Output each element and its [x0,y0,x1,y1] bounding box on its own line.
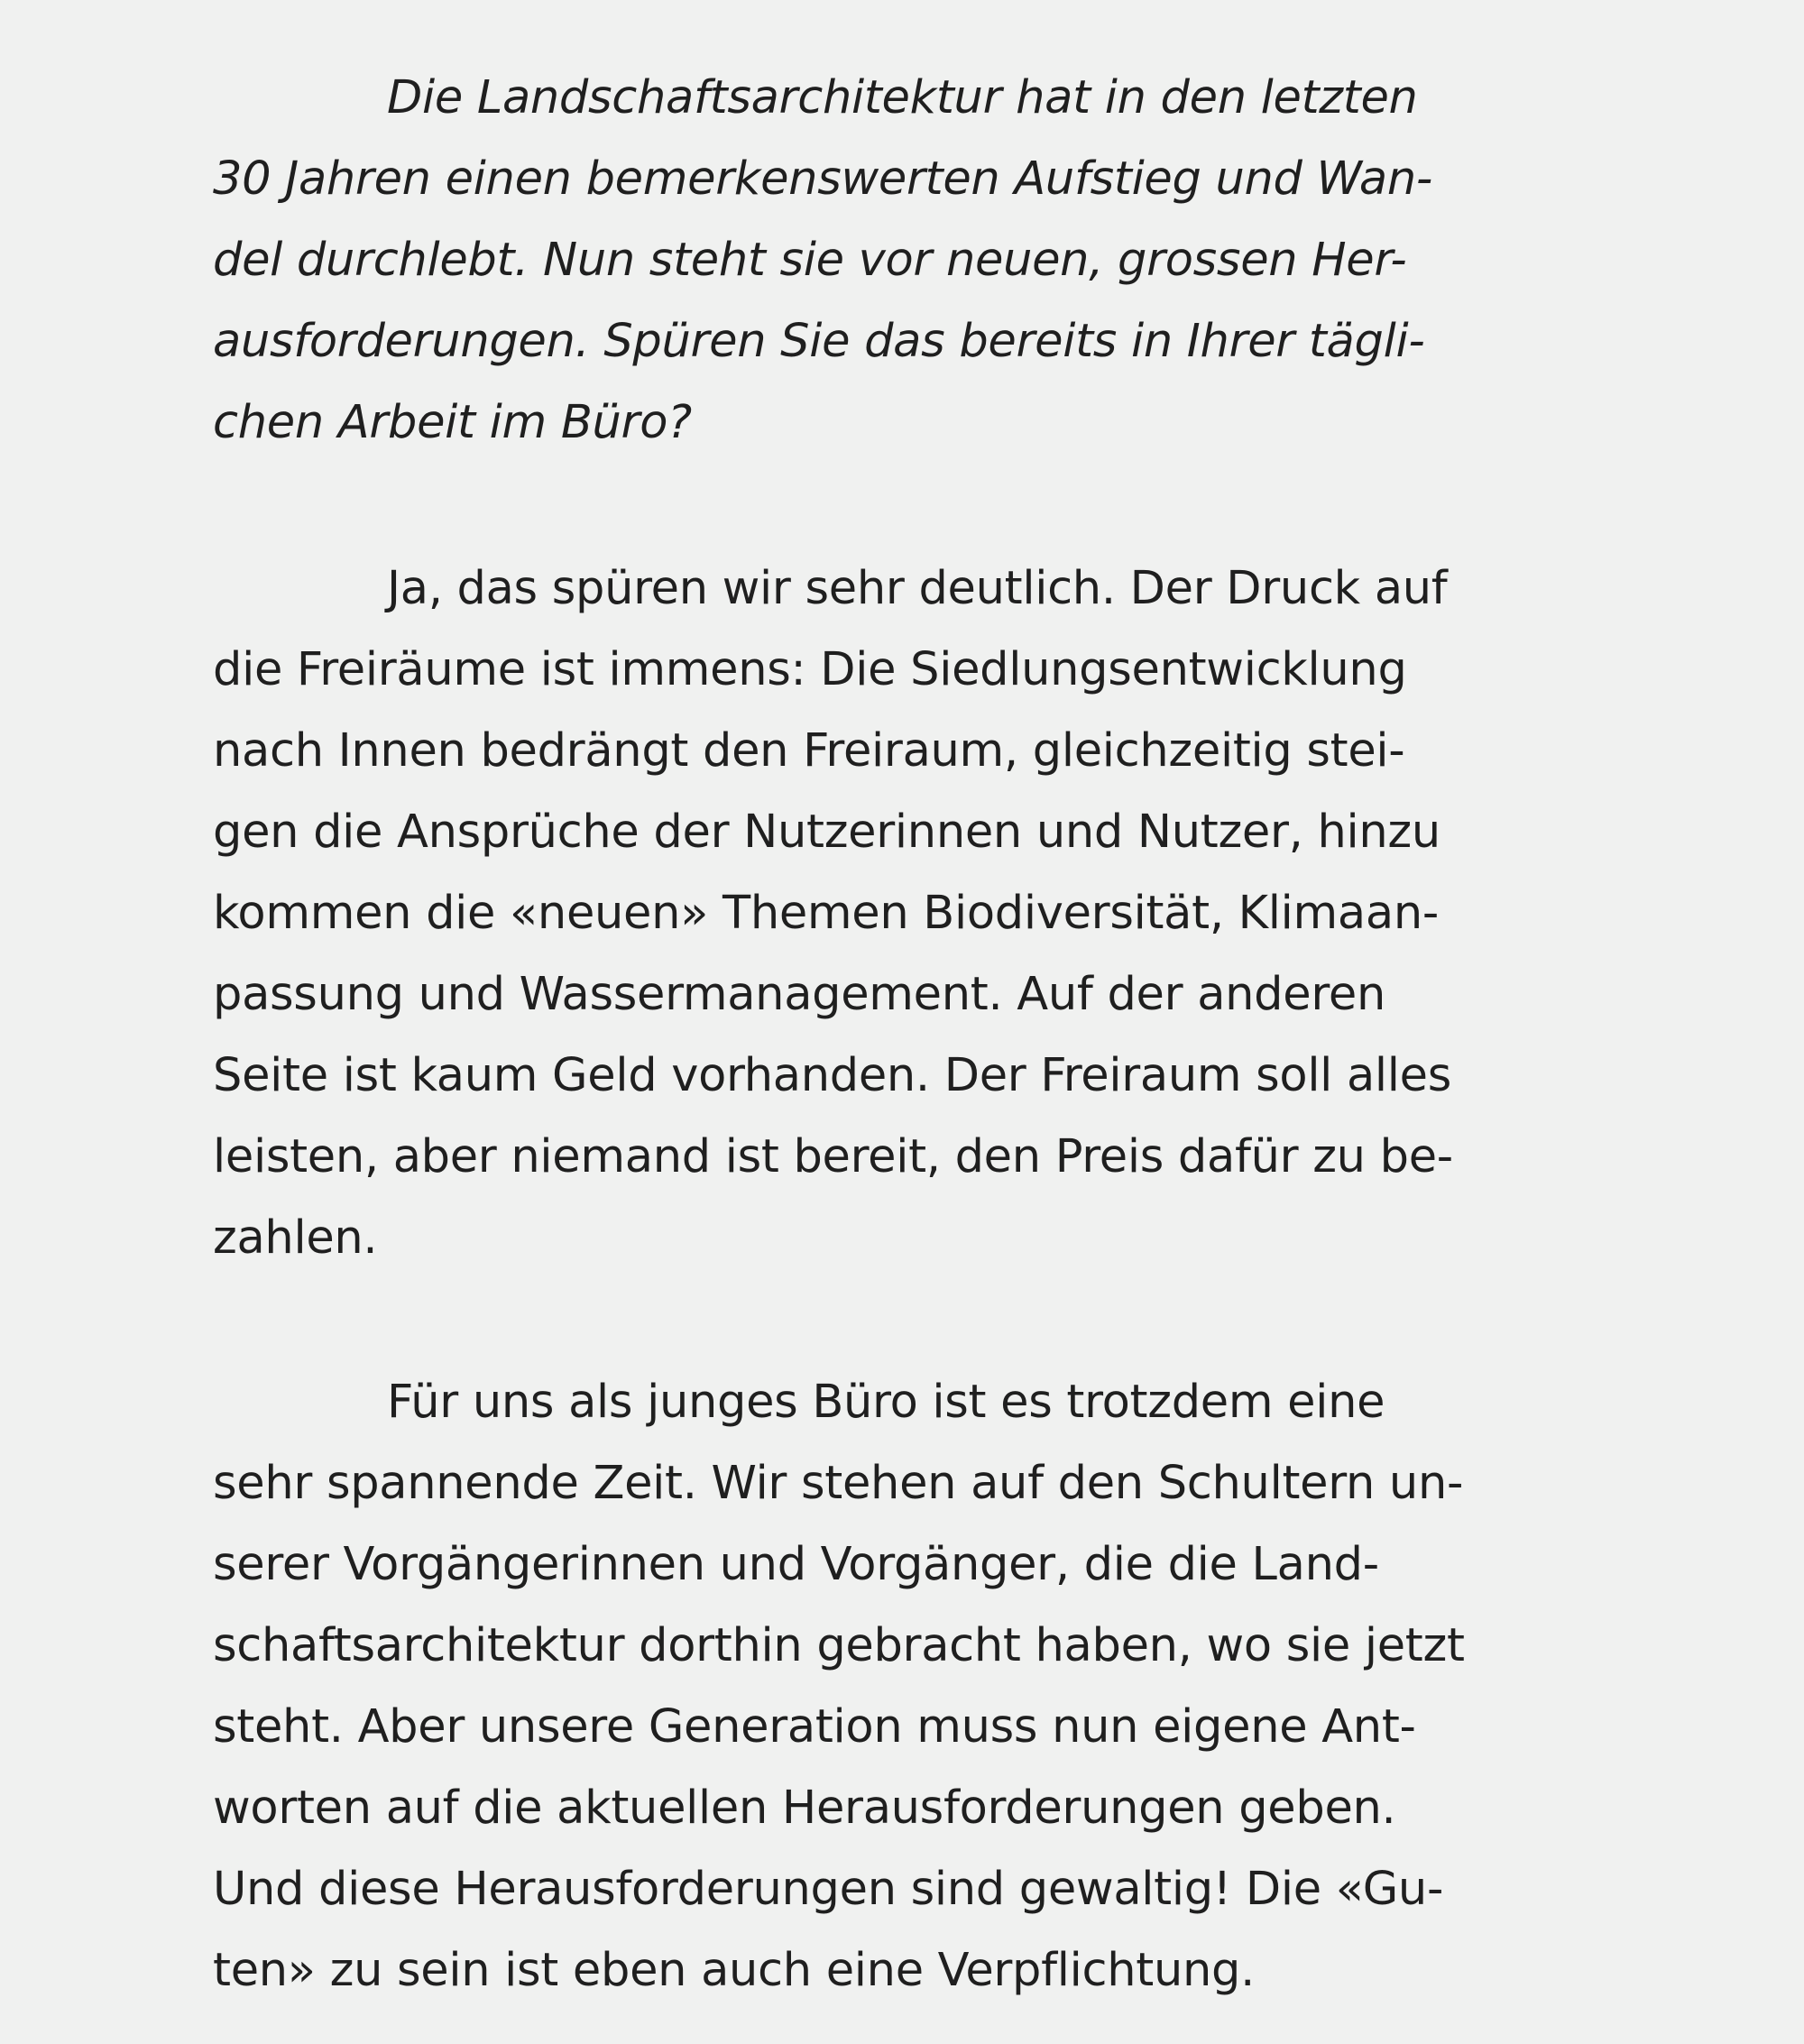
question-line: chen Arbeit im Büro? [213,396,692,449]
answer-line: gen die Ansprüche der Nutzerinnen und Nutzer, hinzu [213,806,1440,859]
answer-line: ten» zu sein ist eben auch eine Verpflichtung. [213,1944,1256,1997]
answer-line: sehr spannende Zeit. Wir stehen auf den Schultern un- [213,1457,1464,1510]
interview-question [213,58,1602,464]
answer-paragraph-1 [213,548,1602,1279]
answer-line: worten auf die aktuellen Herausforderungen geben. [213,1782,1396,1835]
answer-line: Seite ist kaum Geld vorhanden. Der Freiraum soll alles [213,1049,1452,1102]
answer-line: Ja, das spüren wir sehr deutlich. Der Druck auf [387,562,1448,615]
answer-line: zahlen. [213,1211,378,1265]
answer-line: die Freiräume ist immens: Die Siedlungsentwicklung [213,643,1407,696]
answer-paragraph-2 [213,1362,1602,2012]
answer-line: Für uns als junges Büro ist es trotzdem eine [387,1376,1385,1429]
question-line: ausforderungen. Spüren Sie das bereits in Ihrer tägli- [213,315,1425,368]
answer-line: kommen die «neuen» Themen Biodiversität, Klimaan- [213,887,1439,940]
answer-line: leisten, aber niemand ist bereit, den Preis dafür zu be- [213,1130,1453,1183]
question-line: del durchlebt. Nun steht sie vor neuen, grossen Her- [213,234,1407,287]
question-line: Die Landschaftsarchitektur hat in den letzten [387,71,1418,124]
answer-line: passung und Wassermanagement. Auf der anderen [213,968,1385,1021]
question-line: 30 Jahren einen bemerkenswerten Aufstieg und Wan- [213,152,1432,206]
answer-line: steht. Aber unsere Generation muss nun eigene Ant- [213,1700,1416,1754]
answer-line: serer Vorgängerinnen und Vorgänger, die die Land- [213,1538,1379,1591]
answer-line: Und diese Herausforderungen sind gewaltig! Die «Gu- [213,1863,1444,1916]
answer-line: schaftsarchitektur dorthin gebracht haben, wo sie jetzt [213,1619,1465,1672]
answer-line: nach Innen bedrängt den Freiraum, gleichzeitig stei- [213,724,1405,778]
